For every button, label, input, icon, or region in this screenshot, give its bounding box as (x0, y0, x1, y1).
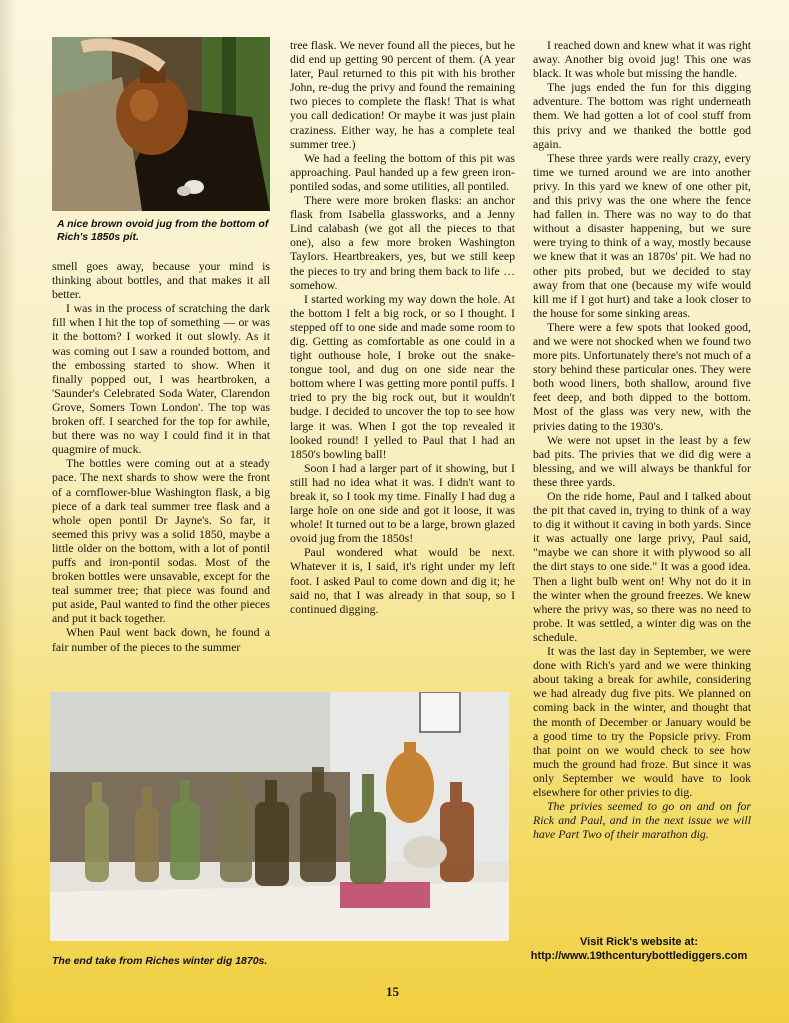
page-number: 15 (386, 984, 399, 999)
paragraph: tree flask. We never found all the pieces, but he did end up getting 90 percent of them. (A year later, Paul returned to this pit with his brother John, re-dug the privy and found the remaining two pieces to complete the flask! That is what you call dedication! Or maybe it was just plain craziness. Either way, he has a complete teal summer tree.) (290, 38, 515, 151)
photo-bottle-haul-image (50, 692, 509, 941)
page-edge-shadow (0, 0, 16, 1023)
article-column-1 (52, 259, 270, 654)
paragraph: I was in the process of scratching the dark fill when I hit the top of something — or was it the bottom? I worked it out slowly. As it was coming out I saw a rounded bottom, and the embossing started to show. When it finally popped out, I was heartbroken, a 'Saunder's Celebrated Soda Water, Clarendon Grove, Somers Town London'. The top was broken off. I searched for the top for awhile, but there was no way I could find it in that quagmire of muck. (52, 301, 270, 457)
photo-ovoid-jug-image (52, 37, 270, 211)
paragraph: On the ride home, Paul and I talked about the pit that caved in, trying to think of a way to dig it without it caving in both yards. Since it was actually one large privy, Paul said, "maybe we can shore it with plywood so all the dirt stays to one side." It was a good idea. Then a light bulb went on! Why not do it in the winter when the ground freezes. We knew where the privy was, so there was no need to probe. It was settled, a winter dig was on the schedule. (533, 489, 751, 644)
paragraph: There were more broken flasks: an anchor flask from Isabella glassworks, and a Jenny Lind calabash (we got all the pieces to that one), also a few more broken Washington Taylors. Heartbreakers, yes, but we still keep the pieces to try and bring them back to life … somehow. (290, 193, 515, 292)
paragraph: Soon I had a larger part of it showing, but I still had no idea what it was. I didn't want to break it, so I took my time. Finally I had dug a large hole on one side and got it loose, it was whole! It turned out to be a large, brown glazed ovoid jug from the 1850s! (290, 460, 515, 546)
photo1-caption: A nice brown ovoid jug from the bottom of Rich's 1850s pit. (57, 218, 269, 243)
website-promo (527, 935, 751, 963)
website-url[interactable]: http://www.19thcenturybottlediggers.com (530, 950, 748, 962)
website-promo-line1: Visit Rick's website at: (580, 936, 698, 948)
paragraph: We had a feeling the bottom of this pit was approaching. Paul handed up a few green iron-pontiled sodas, and some utilities, all pontiled. (290, 150, 515, 193)
paragraph: I reached down and knew what it was right away. Another big ovoid jug! This one was black. It was whole but missing the handle. (533, 38, 751, 81)
article-column-3 (533, 38, 751, 841)
paragraph: It was the last day in September, we were done with Rich's yard and we were thinking about taking a break for awhile, considering we had already dug five pits. We planned on coming back in the winter, and thought that the month of December or January would be a good time to try the Popsicle privy. From that point on we would check to see how much the ground had froze. But since it was only September we would have to look elsewhere for other privies to dig. (533, 644, 751, 799)
article-column-2 (290, 38, 515, 616)
photo-ovoid-jug (52, 37, 270, 211)
photo-bottle-haul (50, 692, 509, 941)
paragraph: There were a few spots that looked good, and we were not shocked when we found two more pits. Unfortunately there's not much of a story behind these particular ones. They were both wood liners, both shallow, around five feet deep, and both dipped to the bottom. Most of the glass was very new, with the privies dating to the 1930's. (533, 319, 751, 433)
paragraph: We were not upset in the least by a few bad pits. The privies that we did dig were a blessing, and we will always be thankful for these three yards. (533, 432, 751, 489)
photo2-caption: The end take from Riches winter dig 1870s. (52, 955, 268, 967)
paragraph: Paul wondered what would be next. Whatever it is, I said, it's right under my left foot. I asked Paul to come down and dig it; he said no, that I was already in that soup, so I continued digging. (290, 545, 515, 616)
paragraph: The jugs ended the fun for this digging adventure. The bottom was right underneath them. We had gotten a lot of cool stuff from this privy and we thanked the bottle god again. (533, 80, 751, 151)
paragraph: When Paul went back down, he found a fair number of the pieces to the summer (52, 625, 270, 654)
paragraph: smell goes away, because your mind is thinking about bottles, and that makes it all better. (52, 259, 270, 302)
closing-paragraph: The privies seemed to go on and on for Rick and Paul, and in the next issue we will have Part Two of their marathon dig. (533, 799, 751, 842)
paragraph: These three yards were really crazy, every time we turned around we are into another privy. In this yard we knew of one other pit, and this privy was the one where the fence had fallen in. There was no way to do that without a disaster happening, but we sure were trying to think of a way, mostly because we knew that it was an 1870s' pit. We had no other pits probed, but we decided to stay away from that one (because my wife would kill me if I got hurt) and take a look closer to the house for some sinking areas. (533, 150, 751, 320)
paragraph: The bottles were coming out at a steady pace. The next shards to show were the front of a cornflower-blue Washington flask, a big piece of a dark teal summer tree flask and a whole open pontil Dr Jayne's. So far, it seemed this privy was a solid 1850, maybe a little older on the bottom, with a lot of pontil puffs and iron-pontil sodas. Most of the broken bottles were unsavable, except for the teal summer tree; that piece was found and put aside, Paul wanted to find the other pieces and put it back together. (52, 456, 270, 626)
paragraph: I started working my way down the hole. At the bottom I felt a big rock, or so I thought. I stepped off to one side and made some room to dig. Getting as comfortable as one could in a tight outhouse hole, I broke out the snake-tongue tool, and dug on one side near the bottom where I was getting more pontil puffs. I tried to pry the big rock out, but it wouldn't budge. I decided to uncover the top to see how large it was. When I got the top revealed it looked round! I yelled to Paul that I had an 1850's bowling ball! (290, 291, 515, 461)
